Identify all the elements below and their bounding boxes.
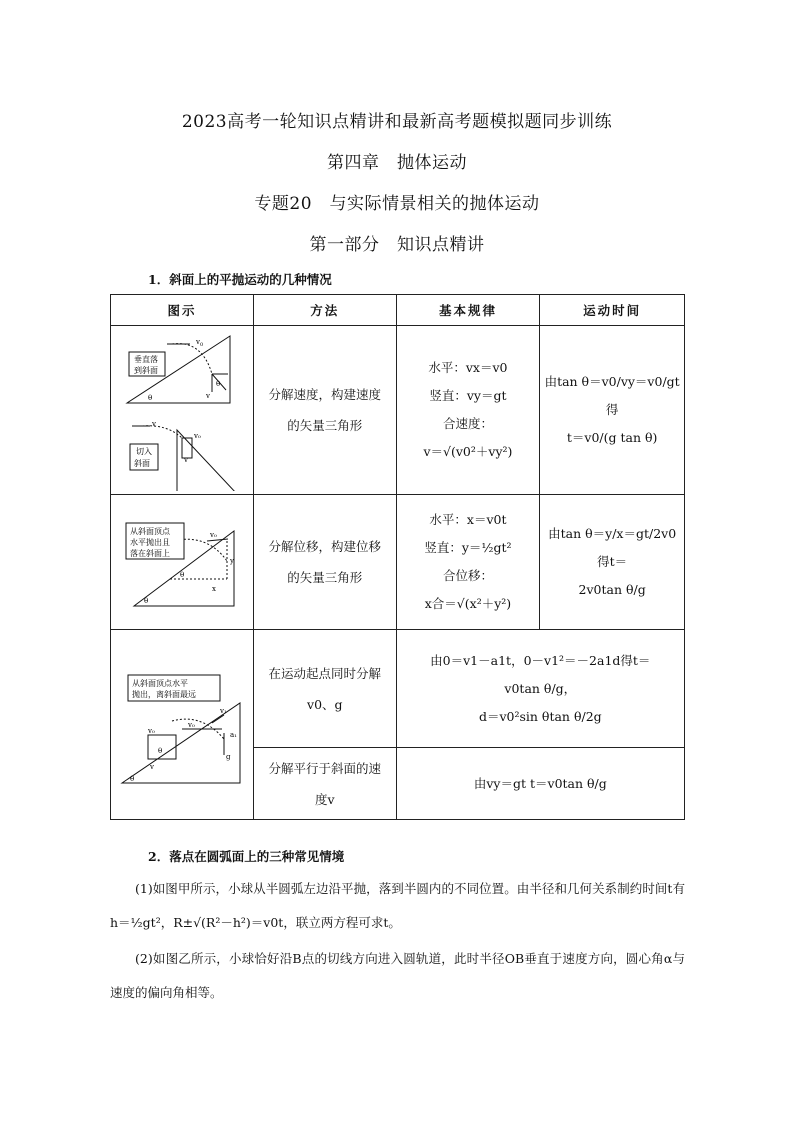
svg-text:v: v <box>151 420 156 428</box>
header-figure: 图示 <box>111 295 254 326</box>
chapter-title: 第四章 抛体运动 <box>327 153 467 173</box>
svg-text:θ: θ <box>147 394 153 402</box>
svg-text:θ: θ <box>157 747 163 755</box>
law-cell-1 <box>396 326 540 495</box>
svg-text:v: v <box>149 763 154 771</box>
topic-title: 专题20 与实际情景相关的抛体运动 <box>254 194 540 214</box>
fig-label: 到斜面 <box>133 366 158 375</box>
fig-label: 从斜面顶点 <box>129 526 170 536</box>
law-text: v0tan θ/g， <box>504 680 577 696</box>
law-text: 由0＝v1－a1t，0－v1²＝－2a1d得t＝ <box>430 652 651 668</box>
slope-farthest-diagram <box>112 643 252 803</box>
fig-label: 斜面 <box>133 459 150 468</box>
law-combined-label: 合速度： <box>442 416 493 431</box>
law-horizontal: 水平：x＝v0t <box>429 512 507 527</box>
svg-text:θ: θ <box>129 775 135 783</box>
figure-cell-2 <box>111 495 254 630</box>
method-text: 分解速度，构建速度 <box>268 387 382 402</box>
law-cell-3 <box>396 630 684 748</box>
law-text: d＝v0²sin θtan θ/2g <box>478 708 602 724</box>
law-text: 由vy＝gt t＝v0tan θ/g <box>473 775 607 791</box>
svg-text:v₀: v₀ <box>187 721 195 729</box>
fig-label: 水平抛出且 <box>129 537 170 547</box>
method-cell-4 <box>253 748 396 820</box>
law-cell-2 <box>396 495 540 630</box>
svg-text:y: y <box>229 556 234 565</box>
header-time: 运动时间 <box>540 295 685 326</box>
svg-text:θ: θ <box>179 570 185 579</box>
law-cell-4 <box>396 748 684 820</box>
law-combined-equation: x合＝√(x²＋y²) <box>424 596 512 611</box>
table-row <box>111 630 685 748</box>
fig-label: 落在斜面上 <box>129 548 170 558</box>
time-equation: 由tan θ＝v0/vy＝v0/gt得 <box>544 374 680 417</box>
method-text: 在运动起点同时分解 <box>268 665 382 681</box>
part-title: 第一部分 知识点精讲 <box>309 235 485 255</box>
header-law: 基本规律 <box>396 295 540 326</box>
time-result-value: 2v0tan θ/g <box>578 582 646 597</box>
svg-text:θ: θ <box>143 596 149 605</box>
method-text: 分解平行于斜面的速 <box>268 760 382 776</box>
table-header-row <box>111 295 685 326</box>
method-cell-2 <box>253 495 396 630</box>
figure-cell-1 <box>111 326 254 495</box>
law-vertical: 竖直：vy＝gt <box>429 388 507 403</box>
svg-text:v₀: v₀ <box>193 432 201 440</box>
time-cell-2 <box>540 495 685 630</box>
method-text: 分解位移，构建位移 <box>268 539 382 554</box>
time-cell-1 <box>540 326 685 495</box>
svg-text:x: x <box>211 584 216 593</box>
svg-text:0: 0 <box>199 342 204 348</box>
method-text: v0、g <box>307 696 343 712</box>
svg-text:v: v <box>205 392 210 400</box>
method-cell-3 <box>253 630 396 748</box>
svg-text:g: g <box>225 753 231 761</box>
section2-title: 2．落点在圆弧面上的三种常见情境 <box>148 849 345 864</box>
svg-text:a₁: a₁ <box>229 731 237 739</box>
section1-title: 1．斜面上的平抛运动的几种情况 <box>148 272 332 287</box>
law-combined-equation: v＝√(v0²＋vy²) <box>423 444 513 459</box>
fig-label: 从斜面顶点水平 <box>131 679 188 688</box>
svg-text:v: v <box>195 338 200 346</box>
fig-label: 切入 <box>135 447 152 456</box>
fig-label: 抛出，离斜面最远 <box>131 690 196 699</box>
method-text: 的矢量三角形 <box>287 570 363 585</box>
header-method: 方法 <box>253 295 396 326</box>
doc-title: 2023高考一轮知识点精讲和最新高考题模拟题同步训练 <box>181 112 613 132</box>
figure-cell-3 <box>111 630 254 820</box>
time-result: t＝v0/(g tan θ) <box>566 430 658 445</box>
method-text: 的矢量三角形 <box>287 418 363 433</box>
fig-label: 垂直落 <box>133 355 158 364</box>
law-horizontal: 水平：vx＝v0 <box>428 360 508 375</box>
svg-text:v₀: v₀ <box>147 727 155 735</box>
time-equation: 由tan θ＝y/x＝gt/2v0 <box>548 526 677 541</box>
time-result: 得t＝ <box>597 554 628 569</box>
slope-displacement-diagram <box>112 501 252 621</box>
table-row <box>111 495 685 630</box>
table-row <box>111 326 685 495</box>
paragraph-2: (2)如图乙所示，小球恰好沿B点的切线方向进入圆轨道，此时半径OB垂直于速度方向，圆心角α与速度的偏向角相等。 <box>110 951 685 1000</box>
svg-text:v₁: v₁ <box>219 707 227 715</box>
summary-table <box>110 294 685 820</box>
svg-text:θ: θ <box>215 380 221 388</box>
law-vertical: 竖直：y＝½gt² <box>424 540 512 555</box>
law-combined-label: 合位移： <box>442 568 493 583</box>
svg-text:v: v <box>183 456 188 464</box>
slope-velocity-diagram <box>112 326 252 491</box>
method-text: 度v <box>315 791 335 807</box>
paragraph-1: (1)如图甲所示，小球从半圆弧左边沿平抛，落到半圆内的不同位置。由半径和几何关系制约时间t有h＝½gt²，R±√(R²－h²)＝v0t，联立两方程可求t。 <box>110 881 685 930</box>
svg-text:v₀: v₀ <box>209 530 217 539</box>
method-cell-1 <box>253 326 396 495</box>
